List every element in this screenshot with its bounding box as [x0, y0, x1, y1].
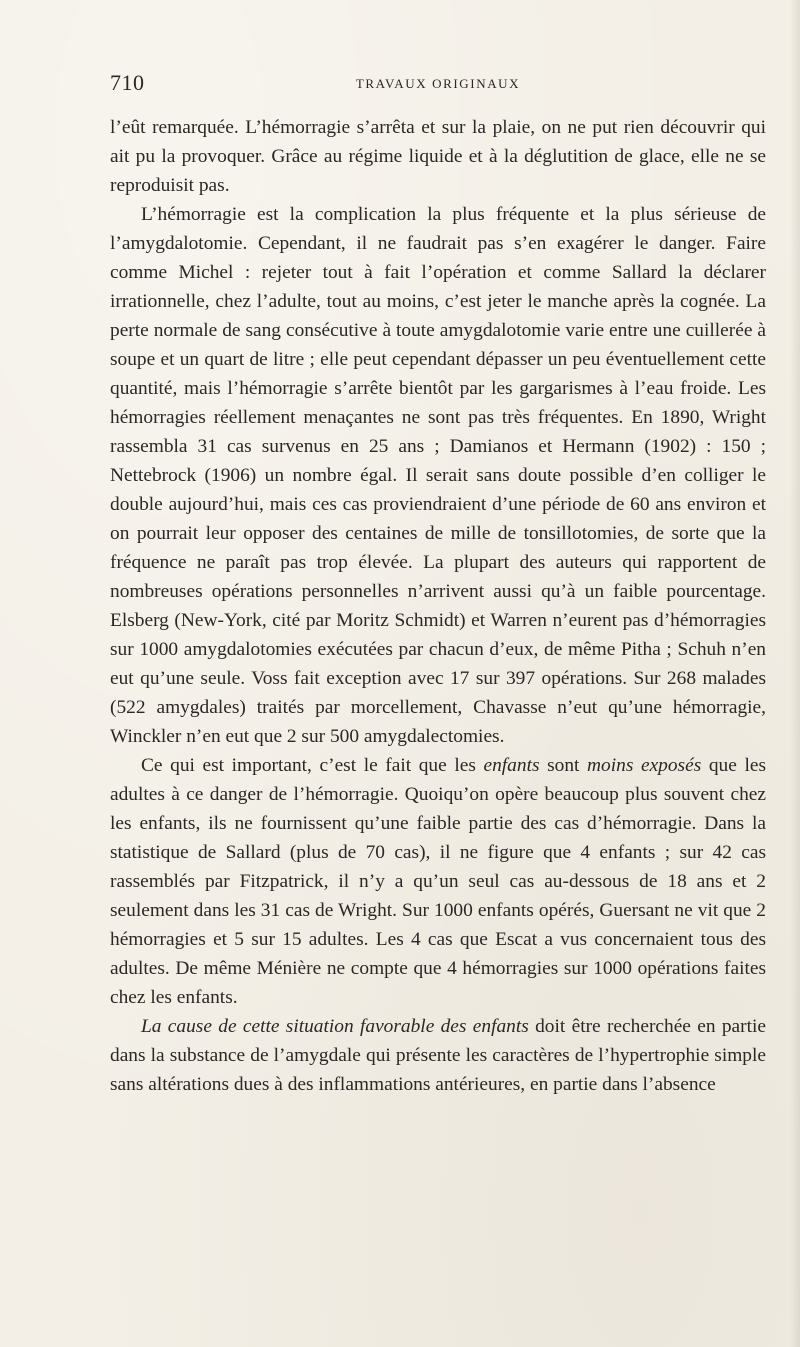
body-text: [110, 113, 766, 1099]
emphasis-cause: La cause de cette situation favorable des enfants: [141, 1016, 529, 1037]
running-head: TRAVAUX ORIGINAUX: [355, 76, 521, 91]
page-header: [110, 70, 766, 102]
paragraph-text: L’hémorragie est la complication la plus fréquente et la plus sérieuse de l’amygdalotomie. Cependant, il ne faudrait pas s’en exagérer le danger. Faire comme Michel : rejeter tout à fait l’opération et comme Sallard la déclarer irrationnelle, chez l’adulte, tout au moins, c’est jeter le manche après la cognée. La perte normale de sang consécutive à toute amygdalotomie varie entre une cuillerée à soupe et un quart de litre ; elle peut cependant dépasser un peu éventuellement cette quantité, mais l’hémorragie s’arrête bientôt par les gargarismes à l’eau froide. Les hémorragies réellement menaçantes ne sont pas très fréquentes. En 1890, Wright rassembla 31 cas survenus en 25 ans ; Damianos et Hermann (1902) : 150 ; Nettebrock (1906) un nombre égal. Il serait sans doute possible d’en colliger le double aujourd’hui, mais ces cas proviendraient d’une période de 60 ans environ et on pourrait leur opposer des centaines de mille de tonsillotomies, de sorte que la fréquence ne paraît pas trop élevée. La plupart des auteurs qui rapportent de nombreuses opérations personnelles n’arrivent aussi qu’à un faible pourcentage. Elsberg (New-York, cité par Moritz Schmidt) et Warren n’eurent pas d’hémorragies sur 1000 amygdalotomies exécutées par chacun d’eux, de même Pitha ; Schuh n’en eut qu’une seule. Voss fait exception avec 17 sur 397 opérations. Sur 268 malades (522 amygdales) traités par morcellement, Chavasse n’eut qu’une hémorragie, Winckler n’en eut que 2 sur 500 amygdalectomies.: [110, 204, 766, 747]
paragraph-text-part: que les adultes à ce danger de l’hémorragie. Quoiqu’on opère beaucoup plus souvent chez les enfants, ils ne fournissent qu’une faible partie des cas d’hémorragie. Dans la statistique de Sallard (plus de 70 cas), il ne figure que 4 enfants ; sur 42 cas rassemblés par Fitzpatrick, il n’y a qu’un seul cas au-dessous de 18 ans et 2 seulement dans les 31 cas de Wright. Sur 1000 enfants opérés, Guersant ne vit que 2 hémorragies et 5 sur 15 adultes. Les 4 cas que Escat a vus concernaient tous des adultes. De même Ménière ne compte que 4 hémorragies sur 1000 opérations faites chez les enfants.: [110, 755, 767, 1008]
paragraph-text-part: sont: [539, 755, 588, 776]
paragraph-cause: [110, 1012, 766, 1099]
paragraph-text-part: doit être recherchée en partie dans la substance de l’amygdale qui présente les caractères de l’hypertrophie simple sans altérations dues à des inflammations antérieures, en partie dans l’absence: [110, 1016, 766, 1095]
paragraph-hemorrhage: [110, 200, 766, 751]
paragraph-text-part: Ce qui est important, c’est le fait que les: [141, 755, 484, 776]
paragraph-children: [110, 751, 766, 1012]
paragraph-continuation: [110, 113, 766, 200]
emphasis-moins-exposes: moins exposés: [587, 755, 702, 776]
page-number: 710: [110, 70, 145, 95]
emphasis-enfants: enfants: [483, 755, 540, 776]
page-edge-shadow: [790, 0, 800, 1347]
paragraph-text: l’eût remarquée. L’hémorragie s’arrêta et sur la plaie, on ne put rien découvrir qui ait pu la provoquer. Grâce au régime liquide et à la déglutition de glace, elle ne se reproduisit pas.: [110, 117, 766, 196]
